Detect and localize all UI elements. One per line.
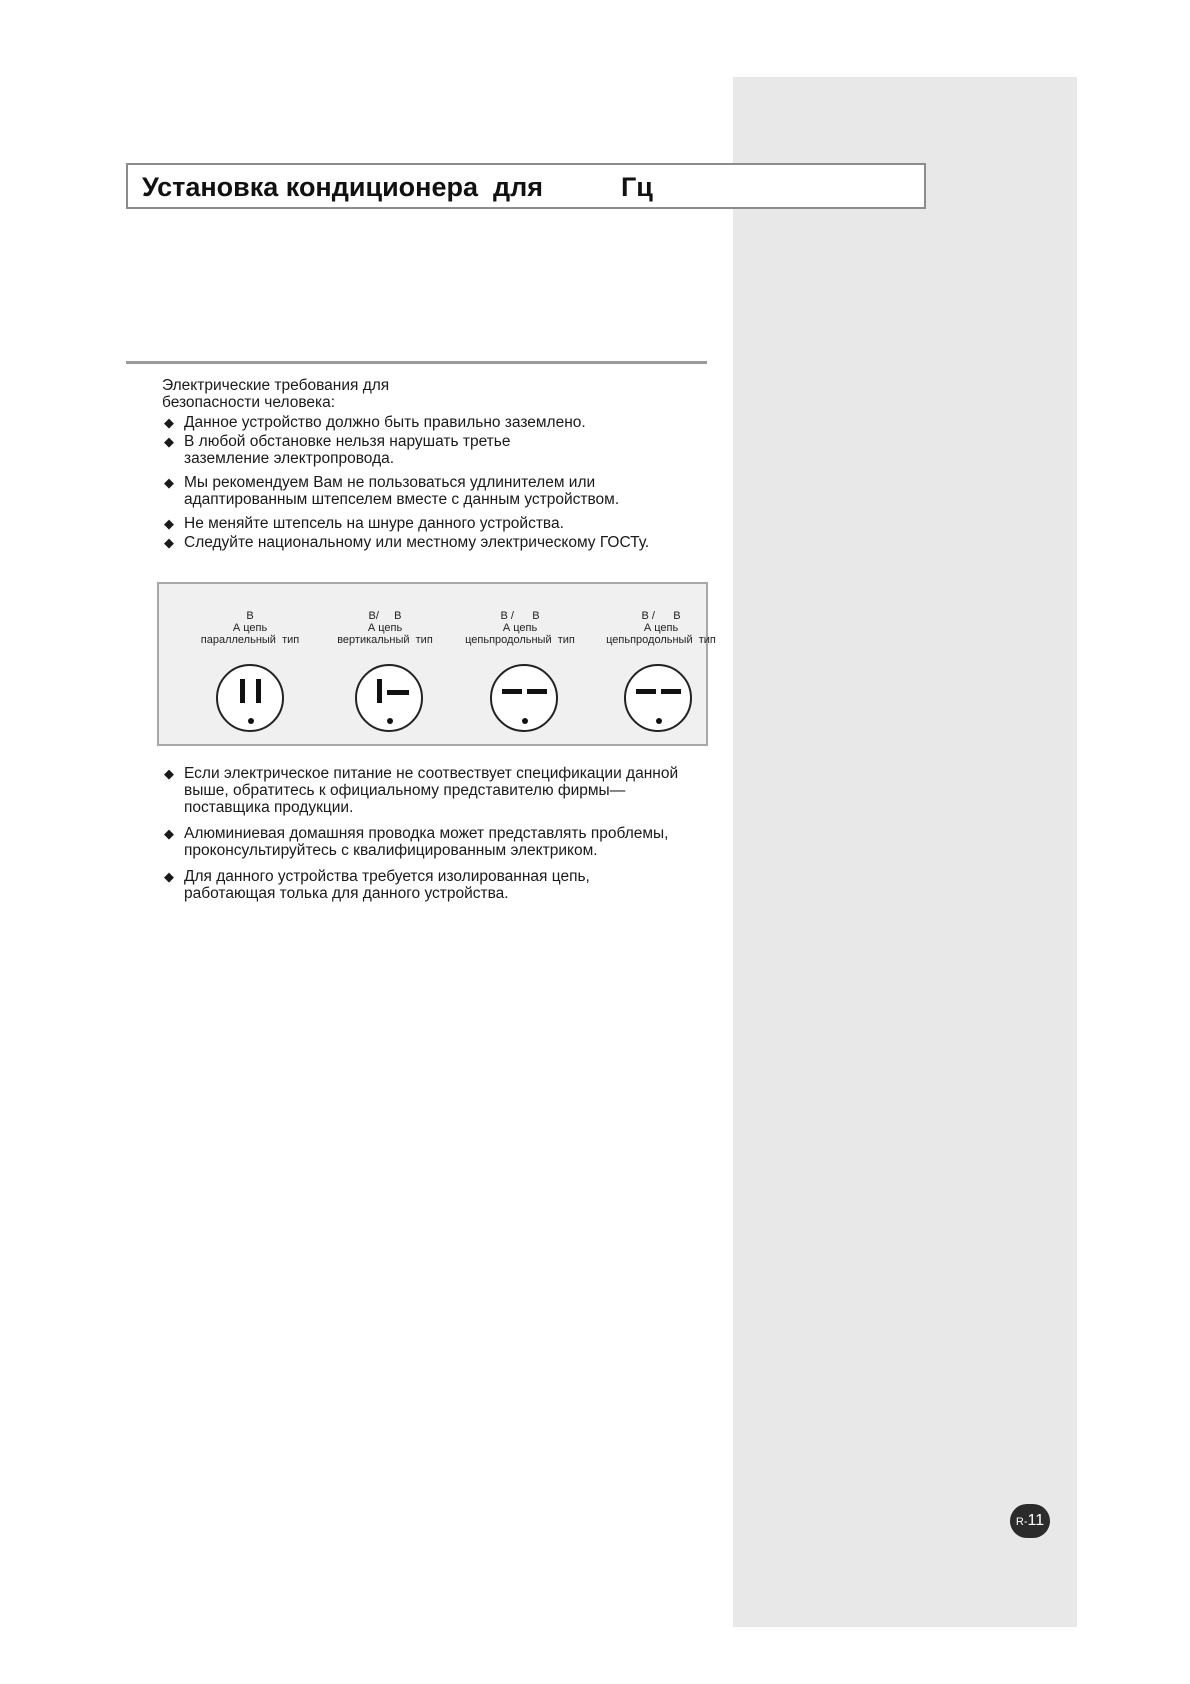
diamond-icon: ◆ [164,869,174,884]
page-title-box [126,163,926,209]
section-divider [126,361,707,364]
outlet-type: вертикальный тип [337,634,433,646]
outlet-voltage: В / В [641,610,681,622]
outlet-type: цепьпродольный тип [606,634,716,646]
outlet-voltage: В / В [500,610,540,622]
list-item: ◆ Алюминиевая домашняя проводка может представлять проблемы, проконсультируйтесь с квалифицированным электриком. [164,825,669,859]
outlet-circuit: А цепь [643,622,679,634]
additional-notes-list [164,765,724,909]
list-item: ◆ Мы рекомендуем Вам не пользоваться удлинителем или адаптированным штепселем вместе с данным устройством. [164,474,620,508]
diamond-icon: ◆ [164,826,174,841]
outlet-label [450,610,590,646]
list-item: ◆ Следуйте национальному или местному электрическому ГОСТу. [164,534,650,551]
outlet-type: цепьпродольный тип [465,634,575,646]
outlet-label [586,610,736,646]
outlet-label [315,610,455,646]
vertical-socket-icon [355,664,423,732]
page-title: Установка кондиционера для [142,172,544,202]
page-number-badge [1010,1504,1050,1538]
diamond-icon: ◆ [164,766,174,781]
tandem-socket-icon [490,664,558,732]
outlet-circuit: А цепь [502,622,538,634]
list-item: ◆ Если электрическое питание не соотвествует спецификации данной выше, обратитесь к официальному представителю фирмы—поставщика продукции. [164,765,679,816]
outlet-voltage: В/ В [368,610,402,622]
parallel-socket-icon [216,664,284,732]
intro-text [162,377,682,411]
list-item: ◆ Данное устройство должно быть правильно заземлено. [164,414,586,431]
page-title-unit: Гц [621,172,653,202]
diamond-icon: ◆ [164,535,174,550]
tandem-socket-icon [624,664,692,732]
list-item: ◆ В любой обстановке нельзя нарушать третье заземление электропровода. [164,433,511,467]
page-number: 11 [1027,1512,1045,1529]
requirements-list [164,414,724,558]
intro-line-2: безопасности человека: [162,394,336,411]
intro-line-1: Электрические требования для [162,377,390,394]
outlet-circuit: А цепь [367,622,403,634]
outlet-voltage: В [246,610,254,622]
page-prefix: R- [1015,1516,1028,1528]
outlet-types-panel [157,582,716,746]
outlet-type: параллельный тип [200,634,300,646]
diamond-icon: ◆ [164,516,174,531]
list-item: ◆ Для данного устройства требуется изолированная цепь, работающая толька для данного устройства. [164,868,590,902]
diamond-icon: ◆ [164,415,174,430]
list-item: ◆ Не меняйте штепсель на шнуре данного устройства. [164,515,564,532]
diamond-icon: ◆ [164,475,174,490]
outlet-label [180,610,320,646]
gray-sidebar [733,77,1077,1627]
diamond-icon: ◆ [164,434,174,449]
outlet-circuit: А цепь [232,622,268,634]
